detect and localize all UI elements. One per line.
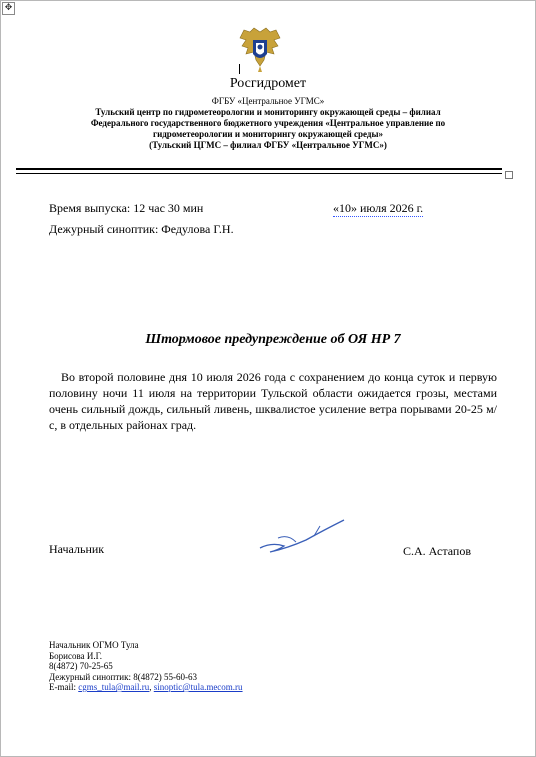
duty-forecaster: Дежурный синоптик: Федулова Г.Н.: [49, 222, 234, 236]
email-label: E-mail:: [49, 682, 79, 692]
move-arrows-icon[interactable]: ✥: [2, 2, 15, 15]
warning-body: Во второй половине дня 10 июля 2026 года с сохранением до конца суток и первую половину ночи 11 июля на территории Тульской области ожидается грозы, местами очень сильный дождь, сильный ливень, шквалистое усиление ветра порывами 20-25 м/с, в отдельных районах град.: [49, 370, 497, 432]
agency-subtitle: ФГБУ «Центральное УГМС»: [211, 96, 325, 106]
agency-full-name-line: Федерального государственного бюджетного учреждения «Центральное управление по: [90, 118, 446, 128]
header-divider-thin: [16, 173, 502, 174]
footer-line: Борисова И.Г.: [49, 650, 103, 661]
resize-handle-icon[interactable]: [505, 171, 513, 179]
footer-line: Начальник ОГМО Тула: [49, 640, 139, 650]
signoff-name: С.А. Астапов: [403, 544, 472, 558]
agency-full-name-line: гидрометеорологии и мониторингу окружающей среды»: [152, 129, 384, 139]
email-link-2[interactable]: sinoptic@tula.mecom.ru: [153, 682, 243, 692]
agency-full-name-line: (Тульский ЦГМС – филиал ФГБУ «Центральное УГМС»): [149, 140, 387, 150]
signature-icon: [254, 512, 350, 556]
footer-line: Дежурный синоптик: 8(4872) 55-60-63: [49, 671, 197, 682]
agency-full-name: [0, 107, 536, 151]
footer-line: 8(4872) 70-25-65: [49, 661, 113, 671]
email-link-1[interactable]: cgms_tula@mail.ru: [78, 682, 150, 692]
issue-time: Время выпуска: 12 час 30 мин: [49, 201, 204, 215]
email-separator: ,: [149, 682, 154, 692]
eagle-emblem-icon: [236, 26, 284, 74]
warning-title: Штормовое предупреждение об ОЯ НР 7: [145, 332, 401, 347]
signoff-position: Начальник: [49, 542, 105, 556]
header-divider-thick: [16, 168, 502, 170]
footer-contacts: [49, 640, 243, 693]
footer-email-line: [49, 682, 243, 693]
text-cursor: [239, 64, 240, 74]
agency-name: Росгидромет: [229, 76, 307, 91]
agency-full-name-line: Тульский центр по гидрометеорологии и мониторингу окружающей среды – филиал: [95, 107, 441, 117]
issue-date: «10» июля 2026 г.: [333, 201, 424, 215]
